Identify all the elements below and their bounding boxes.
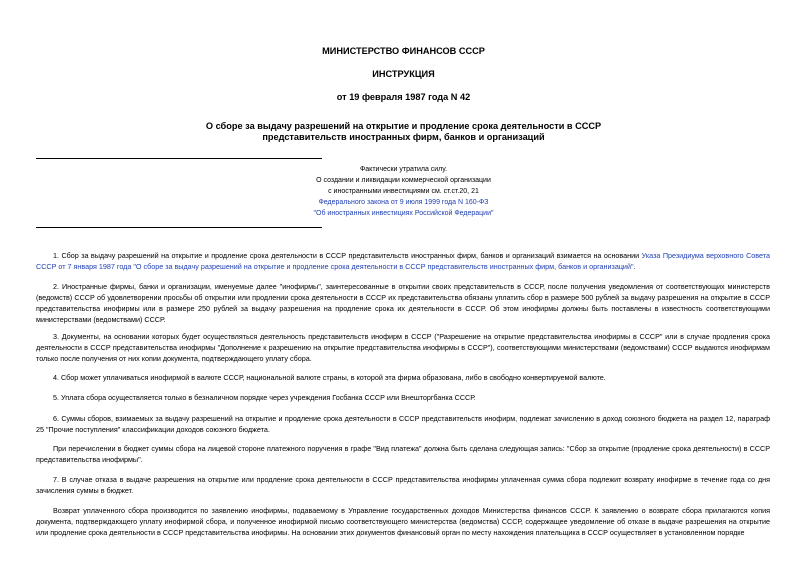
federal-law-link[interactable]: Федерального закона от 9 июля 1999 года N 160-ФЗ [318,199,489,206]
divider-top [36,158,322,159]
paragraph-6-continued: При перечислении в бюджет суммы сбора на лицевой стороне платежного поручения в графе "Вид платежа" должна быть сделана следующая запись: "Сбор за открытие (продление срока деятельности) в СССР представительства инофирмы". [36,444,770,464]
document-title-line-2: представительств иностранных фирм, банков и организаций [262,132,545,142]
divider-bottom [36,227,322,228]
paragraph-6: 6. Суммы сборов, взимаемых за выдачу разрешений на открытие и продление срока деятельности в СССР представительств инофирм, подлежат зачислению в доход союзного бюджета на раздел 12, параграф 25 "Прочие поступления" классификации доходов союзного бюджета. [36,414,770,434]
ukaz-link[interactable]: Указа Президиума верховного Совета СССР от 7 января 1987 года "О сборе за выдачу разрешений на открытие и продление срока деятельности в СССР представительств иностранных фирм, банков и организаций" [36,251,770,271]
paragraph-2: 2. Иностранные фирмы, банки и организации, именуемые далее "инофирмы", заинтересованные в открытии своих представительств в СССР, после получения уведомления от соответствующих министерств (ведомств) СССР об удовлетворении просьбы об открытии или продлении срока деятельности в СССР их представительства обязаны уплатить сбор в размере 500 рублей за выдачу разрешения на открытие в СССР представительства инофирмы или в размере 250 рублей за выдачу разрешения на продление срока их деятельности в СССР. Об этом инофирмы должны быть поставлены в известность соответствующими министерствами (ведомствами) СССР. [36,282,770,324]
paragraph-4: 4. Сбор может уплачиваться инофирмой в валюте СССР, национальной валюте страны, в которой эта фирма образована, либо в свободно конвертируемой валюте. [53,373,606,382]
status-note-line-3: с иностранными инвестициями см. ст.ст.20, 21 [328,188,479,195]
paragraph-7-continued: Возврат уплаченного сбора производится по заявлению инофирмы, подаваемому в Управление государственных доходов Министерства финансов СССР. К заявлению о возврате сбора прилагаются копия документа, подтверждающего уплату инофирмой сбора, и полученное инофирмой письмо соответствующего министерства (ведомства) СССР, содержащее уведомление об отказе в выдаче разрешения на открытие или продление срока деятельности в СССР представительства инофирмы. На основании этих документов финансовый орган по месту нахождения плательщика в СССР осуществляет в установленном порядке [36,506,770,537]
paragraph-7: 7. В случае отказа в выдаче разрешения на открытие или продление срока деятельности в СССР представительства инофирмы уплаченная сумма сбора подлежит возврату инофирме в течение года со дня зачисления суммы в бюджет. [36,475,770,495]
paragraph-1-end: . [633,262,636,271]
paragraph-1-text: 1. Сбор за выдачу разрешений на открытие и продление срока деятельности в СССР представительств иностранных фирм, банков и организаций взимается на основании [53,251,642,260]
foreign-investment-law-link[interactable]: "Об иностранных инвестициях Российской Федерации" [313,210,494,217]
status-note-line-1: Фактически утратила силу. [359,166,448,173]
ministry-heading: МИНИСТЕРСТВО ФИНАНСОВ СССР [322,46,485,56]
document-date-number: от 19 февраля 1987 года N 42 [336,92,471,102]
status-note [232,164,575,219]
paragraph-5: 5. Уплата сбора осуществляется только в безналичном порядке через учреждения Госбанка СССР или Внешторгбанка СССР. [53,393,476,402]
status-note-line-2: О создании и ликвидации коммерческой организации [316,177,491,184]
paragraph-1 [36,250,770,272]
document-title-line-1: О сборе за выдачу разрешений на открытие и продление срока деятельности в СССР [205,121,602,131]
paragraph-3: 3. Документы, на основании которых будет осуществляться деятельность представительств инофирм в СССР ("Разрешение на открытие представительства инофирмы в СССР" или в случае продления срока деятельности в СССР представительства инофирмы "Дополнение к разрешению на открытие представительства инофирмы в СССР"), соответствующими министерствами (ведомствами) СССР выдаются инофирмам только после получения от них копии документа, подтверждающего уплату сбора. [36,332,770,363]
document-type-heading: ИНСТРУКЦИЯ [372,69,435,79]
